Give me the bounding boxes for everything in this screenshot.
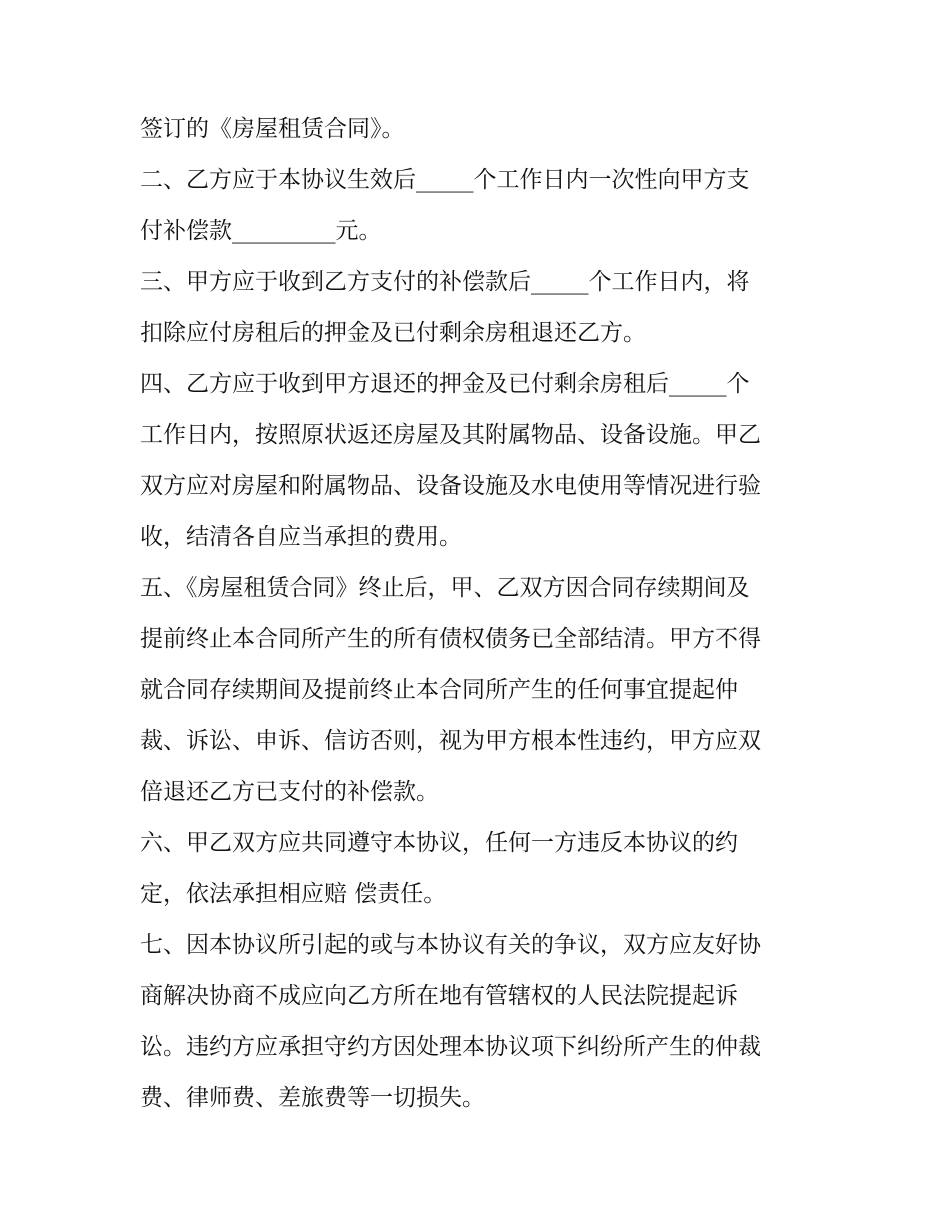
text-line: 讼。违约方应承担守约方因处理本协议项下纠纷所产生的仲裁 xyxy=(140,1034,761,1060)
text-line: 五、《房屋租赁合同》终止后，甲、乙双方因合同存续期间及 xyxy=(140,575,750,601)
contract-text xyxy=(140,104,820,1124)
text-line: 二、乙方应于本协议生效后_____个工作日内一次性向甲方支 xyxy=(140,167,750,193)
text-line: 六、甲乙双方应共同遵守本协议，任何一方违反本协议的约 xyxy=(140,830,738,856)
text-line: 倍退还乙方已支付的补偿款。 xyxy=(140,779,439,805)
text-line: 提前终止本合同所产生的所有债权债务已全部结清。甲方不得 xyxy=(140,626,761,652)
text-line: 七、因本协议所引起的或与本协议有关的争议，双方应友好协 xyxy=(140,932,761,958)
text-line: 签订的《房屋租赁合同》。 xyxy=(140,116,405,142)
text-line: 扣除应付房租后的押金及已付剩余房租退还乙方。 xyxy=(140,320,646,346)
text-line: 付补偿款_________元。 xyxy=(140,218,382,244)
text-line: 三、甲方应于收到乙方支付的补偿款后_____个工作日内，将 xyxy=(140,269,750,295)
text-line: 收，结清各自应当承担的费用。 xyxy=(140,524,462,550)
text-line: 工作日内，按照原状返还房屋及其附属物品、设备设施。甲乙 xyxy=(140,422,761,448)
text-line: 就合同存续期间及提前终止本合同所产生的任何事宜提起仲 xyxy=(140,677,738,703)
text-line: 定，依法承担相应赔 偿责任。 xyxy=(140,881,447,907)
text-line: 商解决协商不成应向乙方所在地有管辖权的人民法院提起诉 xyxy=(140,983,738,1009)
text-line: 裁、诉讼、申诉、信访否则，视为甲方根本性违约，甲方应双 xyxy=(140,728,761,754)
text-line: 四、乙方应于收到甲方退还的押金及已付剩余房租后_____个 xyxy=(140,371,750,397)
text-line: 双方应对房屋和附属物品、设备设施及水电使用等情况进行验 xyxy=(140,473,761,499)
text-line: 费、律师费、差旅费等一切损失。 xyxy=(140,1085,485,1111)
